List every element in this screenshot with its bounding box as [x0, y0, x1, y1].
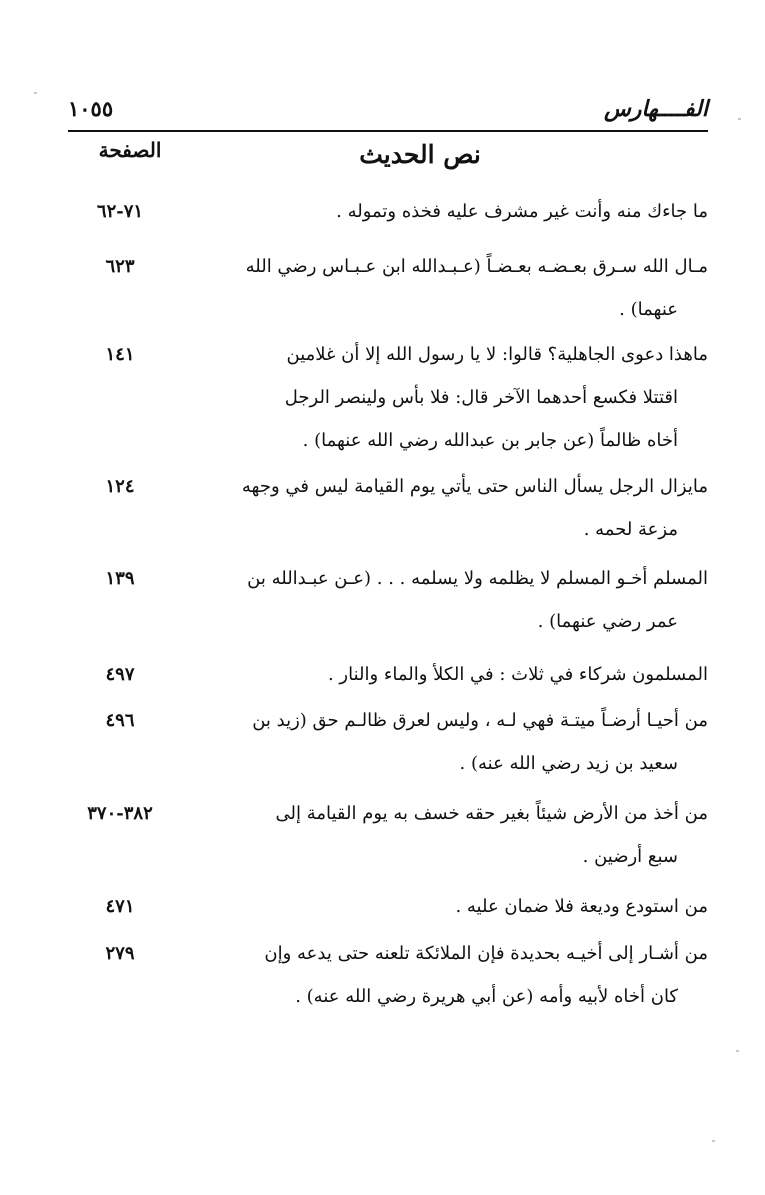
- hadith-text: [248, 557, 708, 643]
- scan-speck: [712, 1140, 715, 1142]
- page-reference: ٧١-٦٢: [96, 201, 144, 222]
- hadith-text: [245, 245, 708, 331]
- hadith-text-line: كان أخاه لأبيه وأمه (عن أبي هريرة رضي الله عنه) .: [295, 986, 678, 1007]
- page-reference: ٤٩٦: [105, 710, 135, 731]
- hadith-text: [248, 699, 708, 785]
- hadith-text-line: ماهذا دعوى الجاهلية؟ قالوا: لا يا رسول الله إلا أن غلامين: [286, 344, 708, 365]
- hadith-text-line: عنهما) .: [619, 299, 678, 320]
- page-reference: ٢٧٩: [105, 943, 135, 964]
- page-reference: ١٤١: [105, 344, 135, 365]
- hadith-text-line: اقتتلا فكسع أحدهما الآخر قال: فلا بأس ولينصر الرجل: [284, 387, 678, 408]
- hadith-text-line: من أخذ من الأرض شيئاً بغير حقه خسف به يوم القيامة إلى: [275, 803, 708, 824]
- hadith-text: [248, 885, 708, 928]
- hadith-text: [241, 465, 708, 551]
- hadith-text-line: من أشـار إلى أخيـه بحديدة فإن الملائكة تلعنه حتى يدعه وإن: [264, 943, 708, 964]
- hadith-text-line: مايزال الرجل يسأل الناس حتى يأتي يوم القيامة ليس في وجهه: [241, 476, 708, 497]
- hadith-text-line: من استودع وديعة فلا ضمان عليه .: [455, 896, 708, 917]
- page-reference: ٦٢٣: [105, 256, 135, 277]
- page-reference: ٤٧١: [105, 896, 135, 917]
- running-header: [68, 96, 708, 130]
- page-reference: ٤٩٧: [105, 664, 135, 685]
- hadith-text-line: المسلمون شركاء في ثلاث : في الكلأ والماء والنار .: [327, 664, 708, 685]
- page-reference: ١٣٩: [105, 568, 135, 589]
- running-header-title: الفــــهارس: [603, 96, 708, 122]
- hadith-text: [248, 190, 708, 233]
- hadith-text-line: سبع أرضين .: [582, 846, 678, 867]
- hadith-text-column-heading: نص الحديث: [359, 140, 481, 169]
- hadith-text: [248, 333, 708, 462]
- page-column-heading: الصفحة: [98, 138, 162, 162]
- hadith-text-line: مزعة لحمه .: [583, 519, 678, 540]
- scan-speck: [738, 118, 741, 120]
- header-divider: [68, 130, 708, 132]
- hadith-text-line: مـال الله سـرق بعـضـه بعـضـاً (عـبـدالله ابن عـبـاس رضي الله: [245, 256, 708, 277]
- page-number: ١٠٥٥: [68, 96, 114, 121]
- hadith-text: [248, 653, 708, 696]
- hadith-text-line: أخاه ظالماً (عن جابر بن عبدالله رضي الله عنهما) .: [302, 430, 678, 451]
- hadith-text: [248, 932, 708, 1018]
- hadith-text: [248, 792, 708, 878]
- hadith-text-line: من أحيـا أرضـاً ميتـة فهي لـه ، وليس لعرق ظالـم حق (زيد بن: [252, 710, 708, 731]
- hadith-text-line: ما جاءك منه وأنت غير مشرف عليه فخذه وتموله .: [336, 201, 708, 222]
- scan-speck: [736, 1050, 739, 1052]
- scan-speck: [34, 92, 37, 94]
- hadith-text-line: سعيد بن زيد رضي الله عنه) .: [459, 753, 678, 774]
- page-reference: ٣٨٢-٣٧٠: [87, 803, 153, 824]
- hadith-text-line: عمر رضي عنهما) .: [537, 611, 678, 632]
- hadith-text-line: المسلم أخـو المسلم لا يظلمه ولا يسلمه . . . (عـن عبـدالله بن: [247, 568, 708, 589]
- page-reference: ١٢٤: [105, 476, 135, 497]
